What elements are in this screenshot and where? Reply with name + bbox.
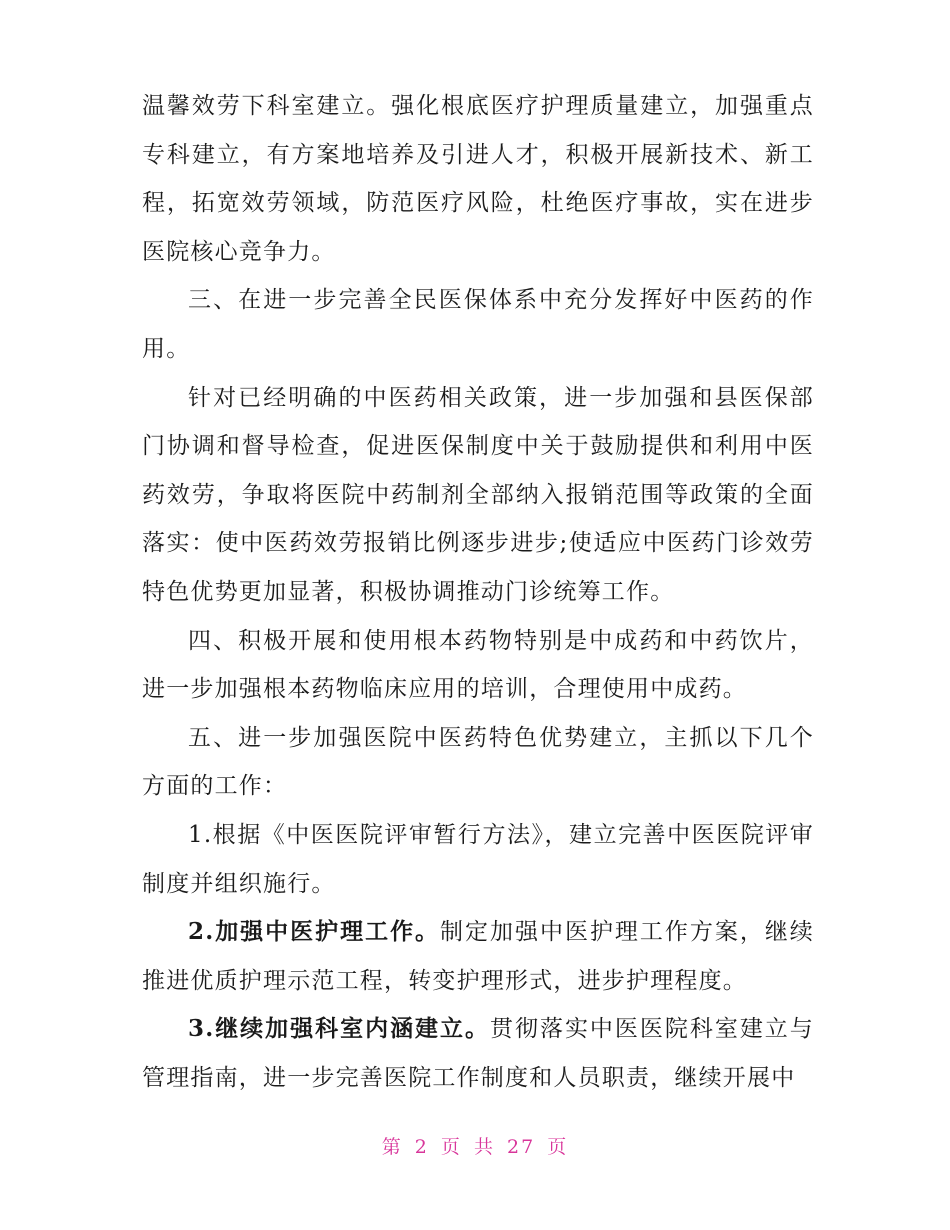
paragraph-6-text: 1.根据《中医医院评审暂行方法》，建立完善中医医院评审制度并组织施行。 (142, 821, 814, 897)
paragraph-2-text: 三、在进一步完善全民医保体系中充分发挥好中医药的作用。 (142, 287, 814, 362)
paragraph-7 (142, 908, 814, 1005)
page-footer (0, 1132, 950, 1159)
paragraph-3-text: 针对已经明确的中医药相关政策，进一步加强和县医保部门协调和督导检查，促进医保制度中关于鼓励提供和利用中医药效劳，争取将医院中药制剂全部纳入报销范围等政策的全面落实：使中医药效劳报销比例逐步进步;使适应中医药门诊效劳特色优势更加显著，积极协调推动门诊统筹工作。 (142, 384, 814, 605)
document-body (142, 82, 814, 1102)
footer-total-pages: 27 (507, 1136, 536, 1158)
paragraph-7-heading: 2.加强中医护理工作。 (188, 918, 441, 946)
paragraph-8-text: 贯彻落实中医医院科室建立与管理指南，进一步完善医院工作制度和人员职责，继续开展中 (142, 1016, 814, 1091)
footer-prefix: 第 (381, 1136, 403, 1158)
paragraph-3 (142, 374, 814, 617)
paragraph-5-text: 五、进一步加强医院中医药特色优势建立，主抓以下几个方面的工作： (142, 724, 814, 800)
footer-page-word: 页 (440, 1136, 462, 1158)
paragraph-4-text: 四、积极开展和使用根本药物特别是中成药和中药饮片，进一步加强根本药物临床应用的培训，合理使用中成药。 (142, 627, 814, 703)
footer-total-word: 共 (473, 1136, 495, 1158)
paragraph-8-heading: 3.继续加强科室内涵建立。 (188, 1015, 490, 1043)
footer-page-number: 2 (414, 1136, 429, 1158)
paragraph-1-text: 温馨效劳下科室建立。强化根底医疗护理质量建立，加强重点专科建立，有方案地培养及引进人才，积极开展新技术、新工程，拓宽效劳领域，防范医疗风险，杜绝医疗事故，实在进步医院核心竞争力。 (142, 93, 814, 265)
paragraph-4 (142, 617, 814, 714)
paragraph-8 (142, 1005, 814, 1102)
paragraph-5 (142, 714, 814, 811)
paragraph-1 (142, 82, 814, 276)
footer-suffix: 页 (547, 1136, 569, 1158)
paragraph-2 (142, 276, 814, 373)
paragraph-6 (142, 811, 814, 908)
paragraph-7-text: 制定加强中医护理工作方案，继续推进优质护理示范工程，转变护理形式，进步护理程度。 (142, 919, 815, 994)
